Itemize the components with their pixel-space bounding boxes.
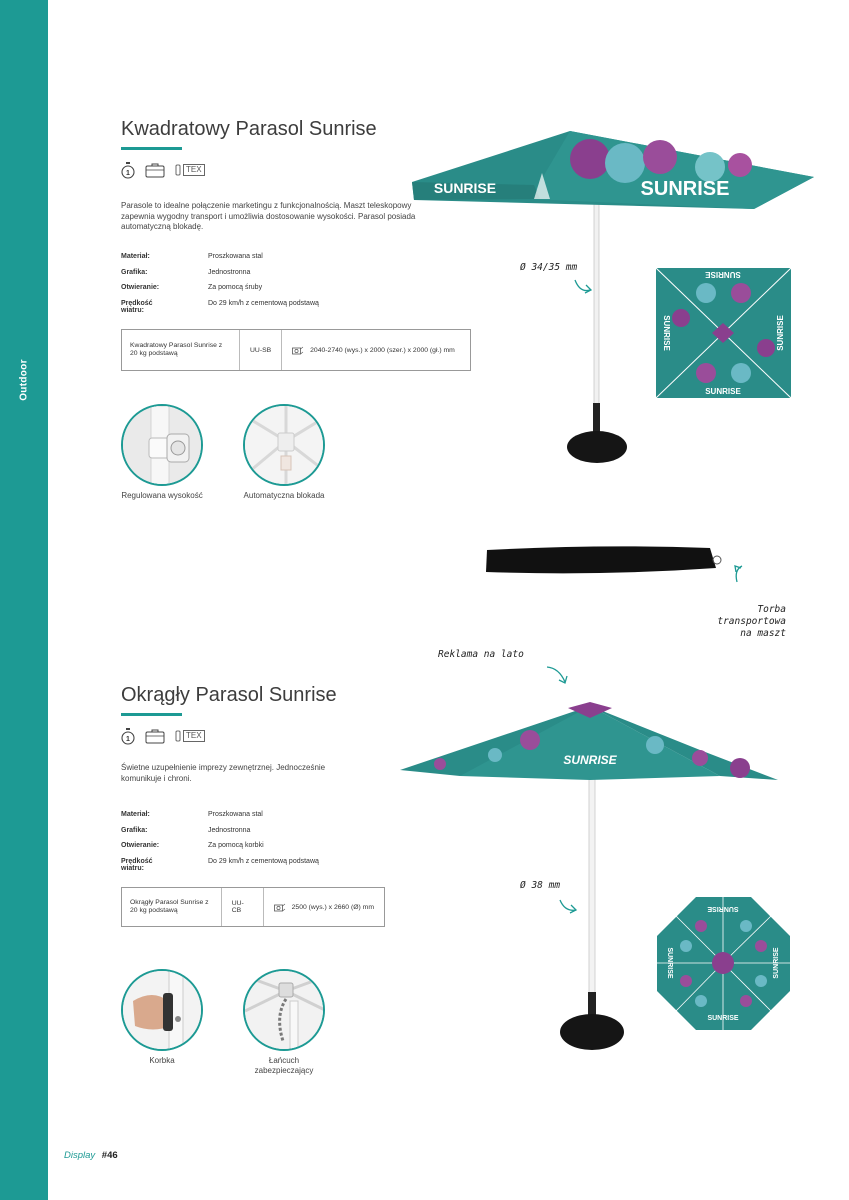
round-canopy-top-view [656, 896, 791, 1031]
product2-title: Okrągły Parasol Sunrise [121, 684, 337, 706]
detail-caption: Łańcuch zabezpieczający [254, 1056, 314, 1075]
variant-code: UU-SB [239, 330, 281, 370]
spec-label: Grafika: [121, 268, 148, 276]
product1-description: Parasole to idealne połączenie marketingu z funkcjonalnością. Maszt teleskopowy zapewnia wygodny transport i umożliwia dostosowanie wysokości. Parasol posiada automatyczną blokadę. [121, 201, 416, 231]
svg-text:SUNRISE: SUNRISE [662, 315, 671, 351]
detail-adjustable-height-photo [121, 404, 203, 486]
detail-caption: Automatyczna blokada [243, 491, 325, 500]
spec-value: Za pomocą śruby [208, 284, 263, 291]
square-canopy-top-view [656, 268, 791, 398]
svg-text:SUNRISE: SUNRISE [666, 947, 673, 979]
tex-fabric-icon [175, 730, 205, 742]
spec-label: Materiał: [121, 811, 150, 818]
svg-text:SUNRISE: SUNRISE [433, 180, 497, 196]
product1-feature-icons [121, 162, 205, 178]
detail-safety-chain-photo [243, 969, 325, 1051]
svg-text:SUNRISE: SUNRISE [563, 753, 617, 767]
detail-caption: Regulowana wysokość [121, 491, 203, 500]
summer-ad-note: Reklama na lato [438, 649, 524, 660]
warranty-1-year-icon [121, 162, 135, 178]
spec-value: Proszkowana stal [208, 253, 263, 260]
spec-value: Jednostronna [208, 826, 251, 834]
svg-text:SUNRISE: SUNRISE [705, 387, 741, 396]
summer-ad-arrow-icon [545, 664, 573, 688]
spec-value: Proszkowana stal [208, 811, 263, 818]
product1-title: Kwadratowy Parasol Sunrise [121, 118, 377, 140]
transport-bag-note: Torba transportowa na maszt [717, 604, 786, 639]
variant-dimensions [263, 888, 384, 926]
spec-value: Jednostronna [208, 268, 251, 276]
product2-title-underline [121, 713, 182, 716]
variant-code: UU-CB [221, 888, 263, 926]
warranty-1-year-icon [121, 728, 135, 744]
product2-description: Świetne uzupełnienie imprezy zewnętrznej. Jednocześnie komunikuje i chroni. [121, 763, 326, 783]
detail-automatic-lock-photo [243, 404, 325, 486]
svg-text:SUNRISE: SUNRISE [776, 315, 785, 351]
detail-caption: Korbka [149, 1056, 175, 1065]
svg-text:SUNRISE: SUNRISE [705, 270, 741, 279]
bag-icon [145, 729, 165, 743]
spec-value: Do 29 km/h z cementową podstawą [208, 299, 319, 307]
svg-text:1: 1 [126, 170, 130, 177]
spec-label: Prędkość wiatru: [121, 299, 153, 314]
tex-label: TEX [183, 164, 205, 176]
variant-name: Okrągły Parasol Sunrise z 20 kg podstawą [130, 898, 209, 914]
svg-text:SUNRISE: SUNRISE [707, 905, 739, 912]
product1-title-underline [121, 147, 182, 150]
spec-label: Materiał: [121, 253, 150, 260]
spec-value: Za pomocą korbki [208, 842, 264, 849]
product2-variant-box [121, 887, 385, 927]
product2-feature-icons [121, 728, 205, 744]
variant-dimensions-text: 2040-2740 (wys.) x 2000 (szer.) x 2000 (gł.) mm [310, 346, 455, 354]
tex-fabric-icon [175, 164, 205, 176]
variant-dimensions-text: 2500 (wys.) x 2660 (Ø) mm [291, 903, 374, 911]
spec-label: Otwieranie: [121, 842, 160, 849]
spec-label: Grafika: [121, 826, 148, 834]
side-tab-label: Outdoor [18, 359, 30, 401]
dimensions-icon [292, 346, 304, 355]
spec-label: Otwieranie: [121, 284, 160, 291]
variant-name: Kwadratowy Parasol Sunrise z 20 kg podstawą [130, 341, 223, 357]
dimensions-icon [274, 903, 286, 912]
svg-text:1: 1 [126, 736, 130, 743]
detail-crank-photo [121, 969, 203, 1051]
spec-label: Prędkość wiatru: [121, 857, 153, 872]
footer-page-number: #46 [101, 1150, 118, 1161]
pole-diameter-note: Ø 34/35 mm [520, 262, 578, 273]
svg-text:SUNRISE: SUNRISE [707, 1015, 739, 1022]
page-footer [64, 1150, 118, 1161]
svg-text:SUNRISE: SUNRISE [773, 947, 780, 979]
pole-diameter-note: Ø 38 mm [520, 880, 561, 891]
bag-icon [145, 163, 165, 177]
svg-text:SUNRISE: SUNRISE [640, 178, 730, 200]
transport-bag-illustration [482, 542, 752, 587]
spec-value: Do 29 km/h z cementową podstawą [208, 857, 319, 865]
footer-section-label: Display [64, 1150, 96, 1161]
tex-label: TEX [183, 730, 205, 742]
side-tab [0, 0, 48, 1200]
